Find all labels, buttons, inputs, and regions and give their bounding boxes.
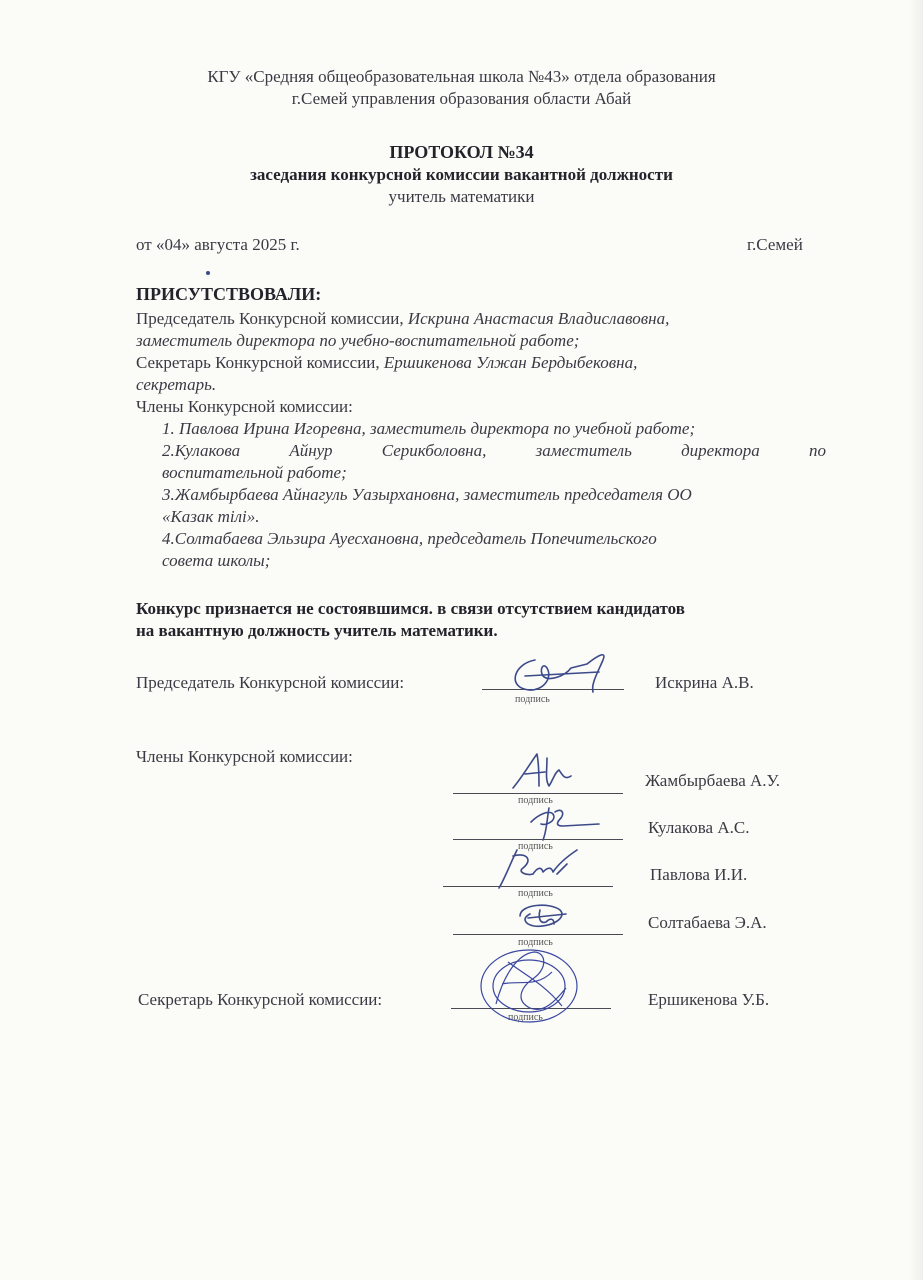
member-item-2: 2.Кулакова Айнур Серикболовна, заместитель директора по (162, 441, 826, 460)
present-heading: ПРИСУТСТВОВАЛИ: (136, 284, 322, 304)
secretary-podpis-caption: подпись (508, 1012, 543, 1023)
member-handwritten-signature-3 (487, 844, 587, 890)
member-short-name-2: Кулакова А.С. (648, 818, 750, 837)
chair-handwritten-signature (495, 646, 620, 696)
chair-signature-label: Председатель Конкурсной комиссии: (136, 673, 405, 692)
organization-line-2: г.Семей управления образования области Абай (291, 89, 632, 108)
chair-podpis-caption: подпись (515, 694, 550, 705)
members-signature-label: Члены Конкурсной комиссии: (136, 747, 353, 766)
member-handwritten-signature-4 (510, 896, 580, 936)
member-item-2-cont: воспитательной работе; (162, 463, 347, 482)
chair-role: Председатель Конкурсной комиссии, (136, 309, 408, 328)
member-short-name-1: Жамбырбаева А.У. (645, 771, 781, 790)
member-podpis-caption-3: подпись (518, 888, 553, 899)
present-block (136, 308, 826, 572)
member-handwritten-signature-2 (525, 800, 605, 842)
protocol-subtitle: заседания конкурсной комиссии вакантной должности (250, 165, 673, 184)
member-item-3-cont: «Казак тілі». (162, 507, 260, 526)
chair-position: заместитель директора по учебно-воспитательной работе; (136, 331, 580, 350)
ink-dot (206, 271, 210, 275)
result-line-1: Конкурс признается не состоявшимся. в связи отсутствием кандидатов (136, 599, 685, 618)
result-line-2: на вакантную должность учитель математики. (136, 621, 498, 640)
organization-line-1: КГУ «Средняя общеобразовательная школа №43» отдела образования (207, 67, 716, 86)
members-heading: Члены Конкурсной комиссии: (136, 397, 353, 416)
school-seal-stamp (474, 944, 584, 1026)
member-short-name-3: Павлова И.И. (650, 865, 748, 884)
member-item-4-cont: совета школы; (162, 551, 271, 570)
member-item-4: 4.Солтабаева Эльзира Ауесхановна, председатель Попечительского (162, 529, 657, 548)
member-handwritten-signature-1 (505, 750, 585, 794)
chair-short-name: Искрина А.В. (655, 673, 754, 692)
protocol-date: от «04» августа 2025 г. (136, 235, 300, 254)
secretary-full-name: Ершикенова Улжан Бердыбековна, (383, 353, 638, 372)
member-podpis-caption-4: подпись (518, 937, 553, 948)
secretary-position: секретарь. (136, 375, 217, 394)
member-podpis-caption-1: подпись (518, 795, 553, 806)
vacancy-position: учитель математики (388, 187, 535, 206)
protocol-city: г.Семей (747, 235, 803, 254)
chair-full-name: Искрина Анастасия Владиславовна, (407, 309, 670, 328)
member-podpis-caption-2: подпись (518, 841, 553, 852)
secretary-short-name: Ершикенова У.Б. (648, 990, 770, 1009)
protocol-title: ПРОТОКОЛ №34 (389, 142, 534, 162)
secretary-role: Секретарь Конкурсной комиссии, (136, 353, 384, 372)
member-item-3: 3.Жамбырбаева Айнагуль Уазырхановна, заместитель председателя ОО (162, 485, 692, 504)
secretary-signature-label: Секретарь Конкурсной комиссии: (138, 990, 383, 1009)
member-item-1: 1. Павлова Ирина Игоревна, заместитель директора по учебной работе; (162, 419, 696, 438)
member-short-name-4: Солтабаева Э.А. (648, 913, 767, 932)
